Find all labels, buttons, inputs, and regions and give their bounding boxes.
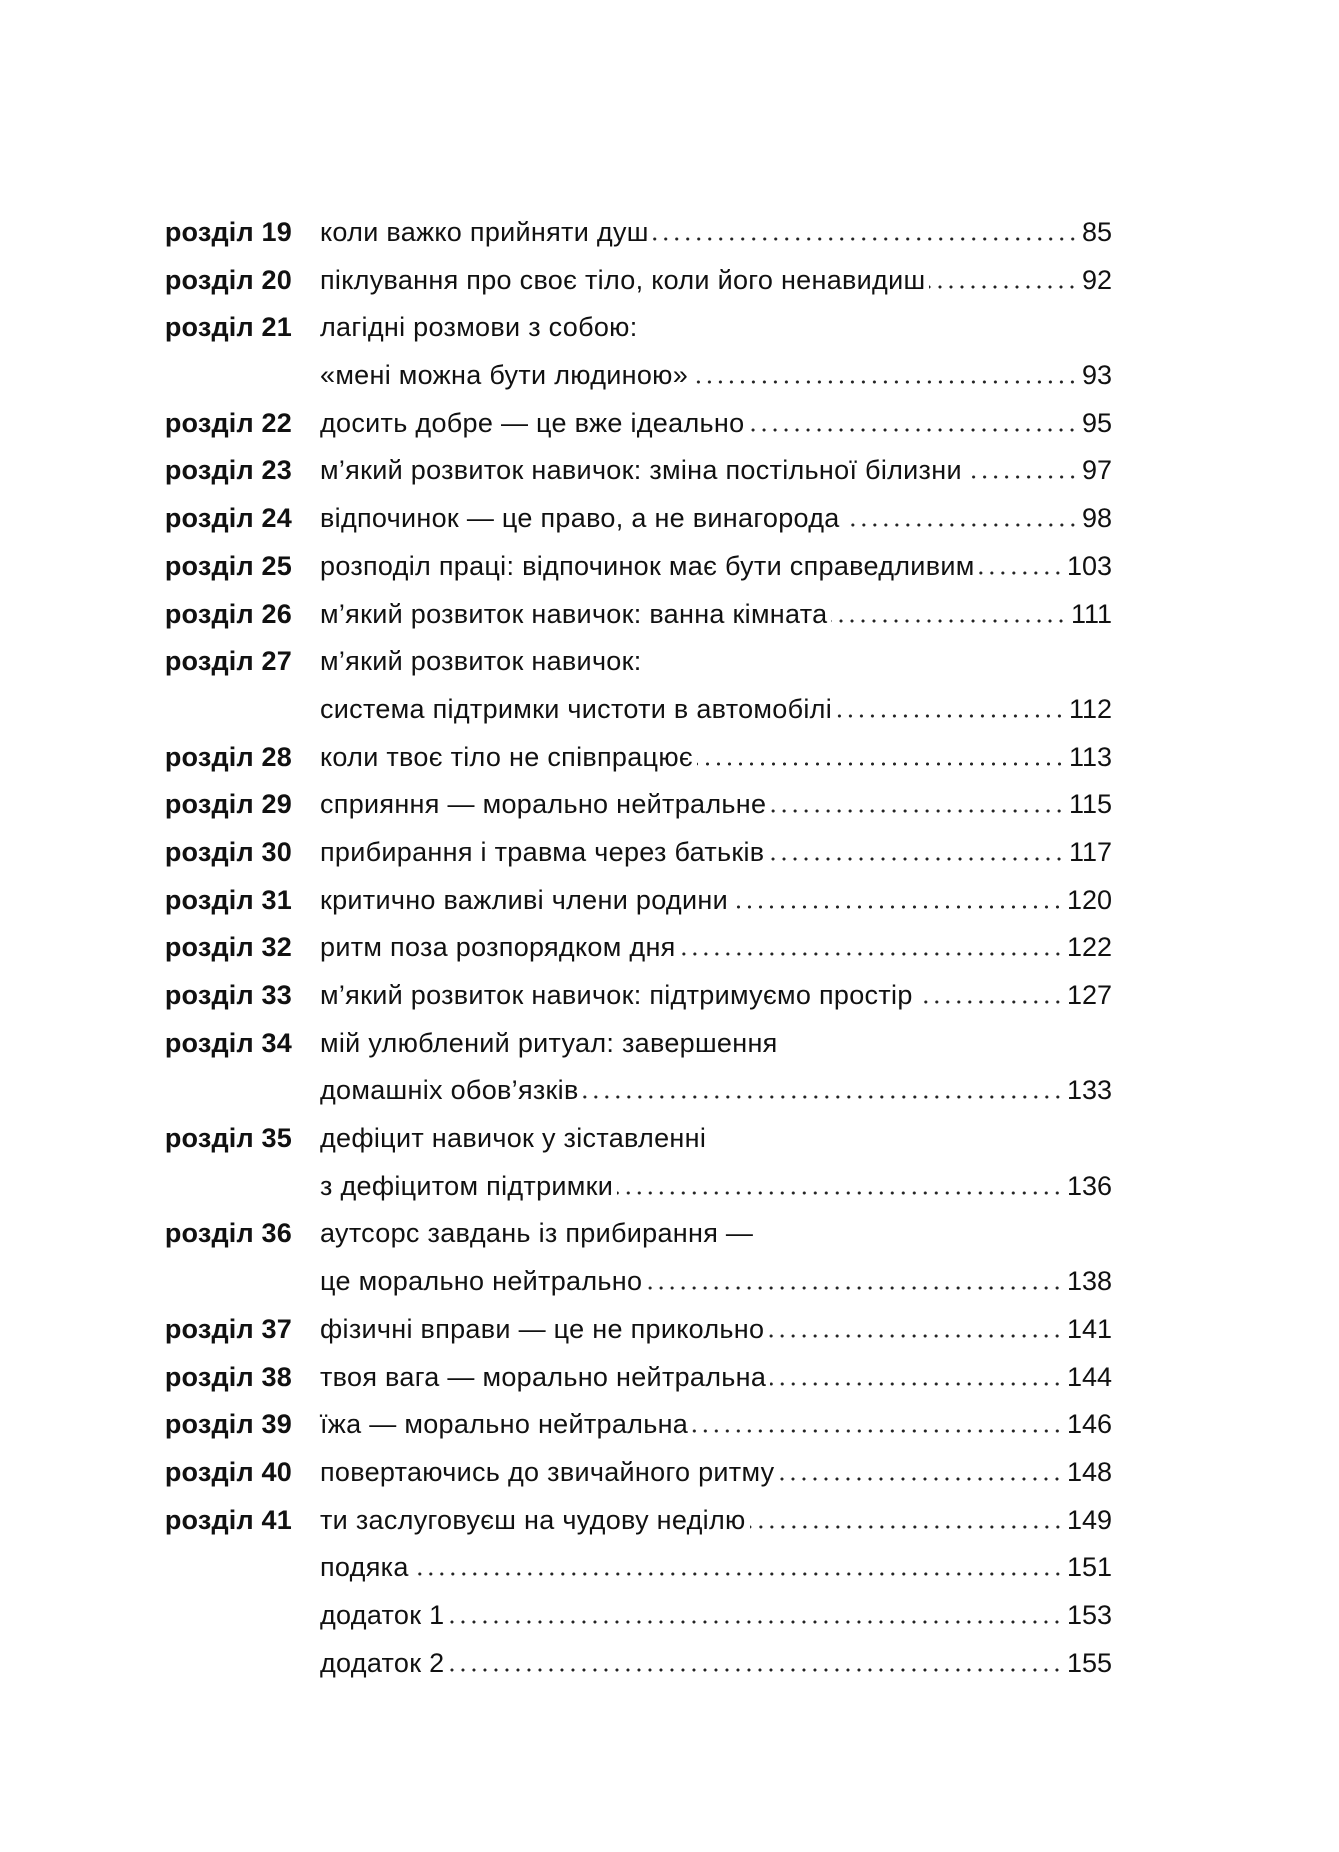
- toc-entry: [0, 257, 1339, 305]
- chapter-label: розділ 24: [164, 503, 292, 534]
- dot-leader: [836, 714, 1065, 718]
- chapter-title: коли твоє тіло не співпрацює: [320, 741, 693, 772]
- dot-leader: [778, 1477, 1062, 1481]
- toc-entry: [0, 972, 1339, 1020]
- entry-body: [320, 638, 1112, 686]
- entry-body: [320, 686, 1112, 734]
- entry-body: [320, 447, 1112, 495]
- toc-entry: [0, 1163, 1339, 1211]
- entry-body: [320, 591, 1112, 639]
- entry-body: [320, 1210, 1112, 1258]
- dot-leader: [448, 1620, 1062, 1624]
- toc-entry: [0, 734, 1339, 782]
- entry-body: [320, 1258, 1112, 1306]
- chapter-title: мій улюблений ритуал: завершення: [320, 1027, 778, 1058]
- entry-body: [320, 829, 1112, 877]
- dot-leader: [732, 905, 1063, 909]
- toc-entry: [0, 447, 1339, 495]
- toc-entry: [0, 1306, 1339, 1354]
- toc-entry: [0, 1115, 1339, 1163]
- dot-leader: [770, 809, 1065, 813]
- entry-body: [320, 1020, 1112, 1068]
- dot-leader: [413, 1572, 1063, 1576]
- dot-leader: [692, 1429, 1063, 1433]
- chapter-title: «мені можна бути людиною»: [320, 360, 689, 391]
- toc-entry: [0, 1020, 1339, 1068]
- page-number: 103: [1066, 550, 1112, 581]
- page-number: 120: [1066, 884, 1112, 915]
- page-number: 141: [1066, 1313, 1112, 1344]
- chapter-label: розділ 33: [164, 980, 292, 1010]
- dot-leader: [831, 619, 1067, 623]
- entry-body: [320, 1163, 1112, 1211]
- toc-entry: [0, 829, 1339, 877]
- chapter-title: повертаючись до звичайного ритму: [320, 1456, 775, 1487]
- chapter-title: фізичні вправи — це не прикольно: [320, 1313, 765, 1344]
- entry-body: [320, 1401, 1112, 1449]
- chapter-label: розділ 34: [164, 1027, 292, 1058]
- dot-leader: [768, 1334, 1063, 1338]
- chapter-title: розподіл праці: відпочинок має бути справедливим: [320, 550, 975, 581]
- chapter-label: розділ 38: [164, 1361, 292, 1392]
- entry-body: [320, 1640, 1112, 1688]
- chapter-label: розділ 35: [164, 1123, 292, 1154]
- chapter-label: розділ 40: [164, 1456, 292, 1487]
- chapter-title: домашніх обов’язків: [320, 1075, 579, 1106]
- chapter-title: м’який розвиток навичок: підтримуємо простір: [320, 980, 913, 1010]
- page-number: 92: [1081, 264, 1112, 295]
- chapter-label: розділ 30: [164, 836, 292, 867]
- entry-body: [320, 734, 1112, 782]
- toc-entry: [0, 543, 1339, 591]
- entry-body: [320, 304, 1112, 352]
- chapter-title: м’який розвиток навичок: зміна постільної білизни: [320, 455, 962, 486]
- entry-body: [320, 1115, 1112, 1163]
- toc-entry: [0, 1592, 1339, 1640]
- page-number: 144: [1066, 1361, 1112, 1392]
- chapter-title: аутсорс завдань із прибирання —: [320, 1218, 754, 1249]
- entry-body: [320, 495, 1112, 543]
- table-of-contents: [0, 209, 1339, 1687]
- dot-leader: [966, 475, 1078, 479]
- toc-entry: [0, 1401, 1339, 1449]
- entry-body: [320, 781, 1112, 829]
- chapter-title: це морально нейтрально: [320, 1266, 643, 1297]
- toc-entry: [0, 1449, 1339, 1497]
- chapter-title: сприяння — морально нейтральне: [320, 789, 767, 820]
- chapter-label: розділ 29: [164, 789, 292, 820]
- chapter-label: розділ 39: [164, 1409, 292, 1440]
- toc-entry: [0, 1210, 1339, 1258]
- toc-entry: [0, 1497, 1339, 1545]
- entry-body: [320, 1497, 1112, 1545]
- dot-leader: [929, 285, 1078, 289]
- chapter-label: розділ 41: [164, 1504, 292, 1535]
- dot-leader: [692, 380, 1078, 384]
- entry-body: [320, 1067, 1112, 1115]
- entry-body: [320, 400, 1112, 448]
- chapter-label: розділ 37: [164, 1313, 292, 1344]
- page-number: 95: [1081, 407, 1112, 438]
- page-number: 148: [1066, 1456, 1112, 1487]
- entry-body: [320, 352, 1112, 400]
- entry-body: [320, 1449, 1112, 1497]
- page-number: 127: [1066, 980, 1112, 1010]
- page-number: 111: [1070, 598, 1112, 629]
- toc-entry: [0, 638, 1339, 686]
- chapter-title: з дефіцитом підтримки: [320, 1170, 614, 1201]
- chapter-title: їжа — морально нейтральна: [320, 1409, 689, 1440]
- dot-leader: [680, 952, 1063, 956]
- toc-entry: [0, 400, 1339, 448]
- chapter-title: додаток 1: [320, 1599, 445, 1630]
- page-number: 146: [1066, 1409, 1112, 1440]
- chapter-title: ти заслуговуєш на чудову неділю: [320, 1504, 746, 1535]
- page-number: 155: [1066, 1647, 1112, 1678]
- dot-leader: [646, 1286, 1063, 1290]
- entry-body: [320, 1306, 1112, 1354]
- toc-entry: [0, 1354, 1339, 1402]
- page-number: 133: [1066, 1075, 1112, 1106]
- chapter-label: розділ 25: [164, 550, 292, 581]
- entry-body: [320, 543, 1112, 591]
- dot-leader: [697, 762, 1065, 766]
- chapter-label: розділ 26: [164, 598, 292, 629]
- entry-body: [320, 877, 1112, 925]
- chapter-title: прибирання і травма через батьків: [320, 836, 765, 867]
- chapter-label: розділ 21: [164, 312, 292, 343]
- chapter-title: твоя вага — морально нейтральна: [320, 1361, 767, 1392]
- chapter-title: система підтримки чистоти в автомобілі: [320, 693, 833, 724]
- chapter-title: додаток 2: [320, 1647, 445, 1678]
- chapter-title: м’який розвиток навичок:: [320, 646, 642, 677]
- toc-entry: [0, 877, 1339, 925]
- dot-leader: [844, 523, 1078, 527]
- chapter-title: коли важко прийняти душ: [320, 217, 649, 247]
- page-number: 115: [1068, 789, 1112, 820]
- chapter-label: розділ 20: [164, 264, 292, 295]
- chapter-title: відпочинок — це право, а не винагорода: [320, 503, 840, 534]
- entry-body: [320, 257, 1112, 305]
- dot-leader: [979, 571, 1063, 575]
- page-number: 112: [1068, 693, 1112, 724]
- chapter-label: розділ 19: [164, 217, 292, 247]
- toc-entry: [0, 686, 1339, 734]
- chapter-title: дефіцит навичок у зіставленні: [320, 1123, 707, 1154]
- entry-body: [320, 1544, 1112, 1592]
- page-number: 153: [1066, 1599, 1112, 1630]
- toc-entry: [0, 209, 1339, 257]
- dot-leader: [917, 1000, 1063, 1004]
- chapter-title: подяка: [320, 1552, 409, 1583]
- toc-entry: [0, 1067, 1339, 1115]
- dot-leader: [617, 1191, 1063, 1195]
- page-number: 98: [1081, 503, 1112, 534]
- page-number: 85: [1081, 217, 1112, 247]
- dot-leader: [768, 857, 1065, 861]
- dot-leader: [748, 428, 1078, 432]
- entry-body: [320, 209, 1112, 257]
- chapter-label: розділ 28: [164, 741, 292, 772]
- toc-entry: [0, 495, 1339, 543]
- chapter-title: критично важливі члени родини: [320, 884, 728, 915]
- chapter-title: піклування про своє тіло, коли його ненавидиш: [320, 264, 926, 295]
- chapter-label: розділ 31: [164, 884, 292, 915]
- toc-entry: [0, 1258, 1339, 1306]
- page-number: 117: [1068, 836, 1112, 867]
- toc-entry: [0, 352, 1339, 400]
- chapter-title: ритм поза розпорядком дня: [320, 932, 676, 963]
- page-number: 93: [1081, 360, 1112, 391]
- page-number: 97: [1081, 455, 1112, 486]
- toc-entry: [0, 304, 1339, 352]
- toc-entry: [0, 1544, 1339, 1592]
- page-number: 113: [1068, 741, 1112, 772]
- chapter-title: м’який розвиток навичок: ванна кімната: [320, 598, 828, 629]
- chapter-label: розділ 32: [164, 932, 292, 963]
- dot-leader: [583, 1095, 1063, 1099]
- toc-entry: [0, 924, 1339, 972]
- page-number: 136: [1066, 1170, 1112, 1201]
- page-number: 138: [1066, 1266, 1112, 1297]
- dot-leader: [750, 1525, 1063, 1529]
- chapter-label: розділ 36: [164, 1218, 292, 1249]
- page-number: 151: [1066, 1552, 1112, 1583]
- dot-leader: [448, 1668, 1062, 1672]
- dot-leader: [653, 237, 1078, 241]
- entry-body: [320, 924, 1112, 972]
- entry-body: [320, 1592, 1112, 1640]
- page-number: 149: [1066, 1504, 1112, 1535]
- chapter-label: розділ 22: [164, 407, 292, 438]
- toc-entry: [0, 591, 1339, 639]
- dot-leader: [770, 1382, 1063, 1386]
- entry-body: [320, 972, 1112, 1020]
- page-number: 122: [1066, 932, 1112, 963]
- chapter-label: розділ 27: [164, 646, 292, 677]
- chapter-title: досить добре — це вже ідеально: [320, 407, 745, 438]
- chapter-label: розділ 23: [164, 455, 292, 486]
- entry-body: [320, 1354, 1112, 1402]
- toc-entry: [0, 781, 1339, 829]
- chapter-title: лагідні розмови з собою:: [320, 312, 638, 343]
- toc-entry: [0, 1640, 1339, 1688]
